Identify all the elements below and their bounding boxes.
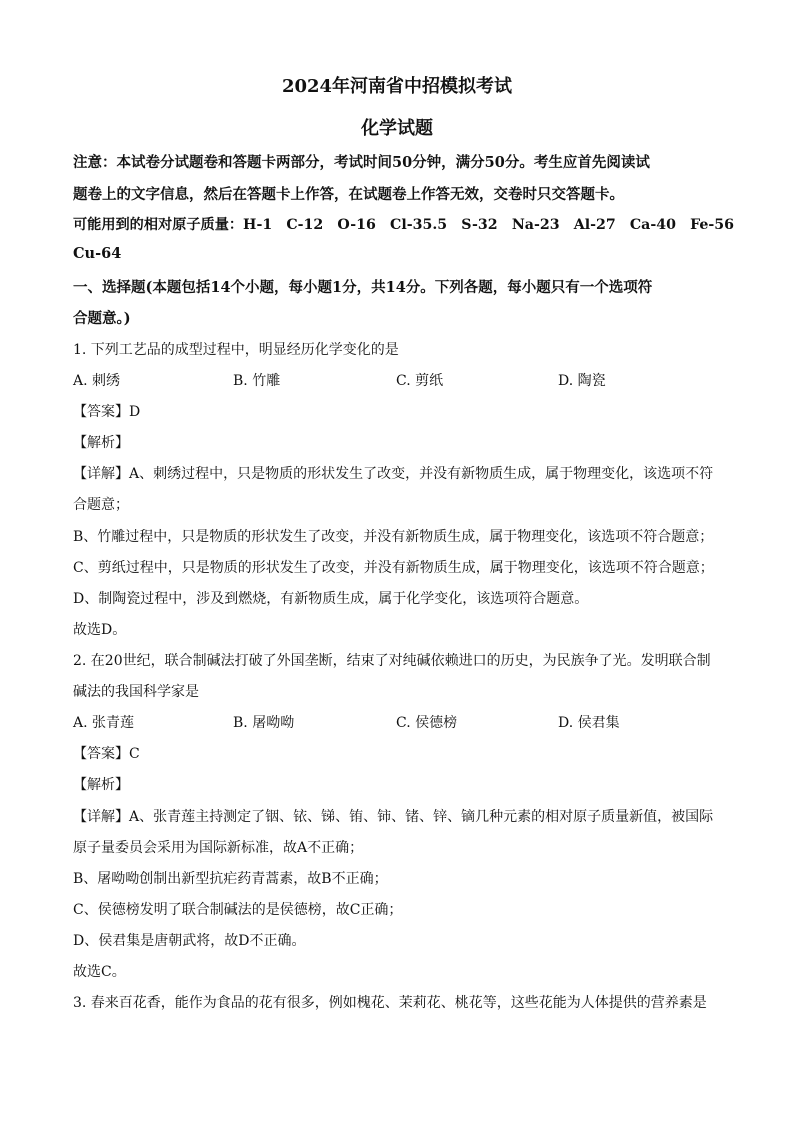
question-2-option-c: C. 侯德榜	[396, 715, 458, 731]
question-2-conclusion: 故选C。	[73, 964, 126, 980]
atomic-mass-line-1: 可能用到的相对原子质量：H-1 C-12 O-16 Cl-35.5 S-32 Na-23 Al-27 Ca-40 Fe-56	[73, 217, 735, 233]
question-2-detail-c: C、侯德榜发明了联合制碱法的是侯德榜，故C正确；	[73, 902, 403, 918]
question-2-option-d: D. 侯君集	[558, 715, 620, 731]
question-1-detail-c: C、剪纸过程中，只是物质的形状发生了改变，并没有新物质生成，属于物理变化，该选项不符合题意；	[73, 560, 714, 576]
question-2-option-a: A. 张青莲	[73, 715, 135, 731]
question-1-option-d: D. 陶瓷	[558, 373, 606, 389]
question-2-stem-line-1: 2. 在20世纪，联合制碱法打破了外国垄断，结束了对纯碱依赖进口的历史，为民族争了光。发明联合制	[73, 653, 711, 669]
question-1-answer: 【答案】D	[73, 404, 141, 420]
question-1-detail-line-2: 合题意；	[73, 497, 129, 513]
question-1-detail-line-1: 【详解】A、刺绣过程中，只是物质的形状发生了改变，并没有新物质生成，属于物理变化，该选项不符	[73, 466, 714, 482]
page-subtitle: 化学试题	[361, 118, 433, 139]
question-2-detail-b: B、屠呦呦创制出新型抗疟药青蒿素，故B不正确；	[73, 871, 388, 887]
notice-line-1: 注意：本试卷分试题卷和答题卡两部分，考试时间50分钟，满分50分。考生应首先阅读试	[73, 154, 650, 171]
question-3-stem: 3. 春来百花香，能作为食品的花有很多，例如槐花、茉莉花、桃花等，这些花能为人体提供的营养素是	[73, 995, 707, 1011]
section-heading-line-2: 合题意。)	[73, 310, 131, 327]
question-2-detail-d: D、侯君集是唐朝武将，故D不正确。	[73, 933, 306, 949]
question-1-option-b: B. 竹雕	[233, 373, 281, 389]
question-2-detail-line-1: 【详解】A、张青莲主持测定了铟、铱、锑、铕、铈、锗、锌、镝几种元素的相对原子质量新值，被国际	[73, 809, 714, 825]
atomic-mass-line-2: Cu-64	[73, 245, 122, 262]
question-2-option-b: B. 屠呦呦	[233, 715, 295, 731]
question-2-detail-line-2: 原子量委员会采用为国际新标准，故A不正确；	[73, 840, 364, 856]
question-1-detail-b: B、竹雕过程中，只是物质的形状发生了改变，并没有新物质生成，属于物理变化，该选项不符合题意；	[73, 529, 714, 545]
question-1-conclusion: 故选D。	[73, 622, 127, 638]
question-1-option-a: A. 刺绣	[73, 373, 121, 389]
notice-line-2: 题卷上的文字信息，然后在答题卡上作答，在试题卷上作答无效，交卷时只交答题卡。	[73, 186, 624, 203]
section-heading-line-1: 一、选择题(本题包括14个小题，每小题1分，共14分。下列各题，每小题只有一个选项符	[73, 279, 653, 296]
question-1-option-c: C. 剪纸	[396, 373, 444, 389]
question-1-analysis-label: 【解析】	[73, 435, 129, 451]
question-2-stem-line-2: 碱法的我国科学家是	[73, 684, 199, 700]
question-2-analysis-label: 【解析】	[73, 777, 129, 793]
question-1-detail-d: D、制陶瓷过程中，涉及到燃烧，有新物质生成，属于化学变化，该选项符合题意。	[73, 591, 589, 607]
question-2-answer: 【答案】C	[73, 746, 140, 762]
question-1-stem: 1. 下列工艺品的成型过程中，明显经历化学变化的是	[73, 342, 399, 358]
page-title: 2024年河南省中招模拟考试	[281, 76, 513, 97]
